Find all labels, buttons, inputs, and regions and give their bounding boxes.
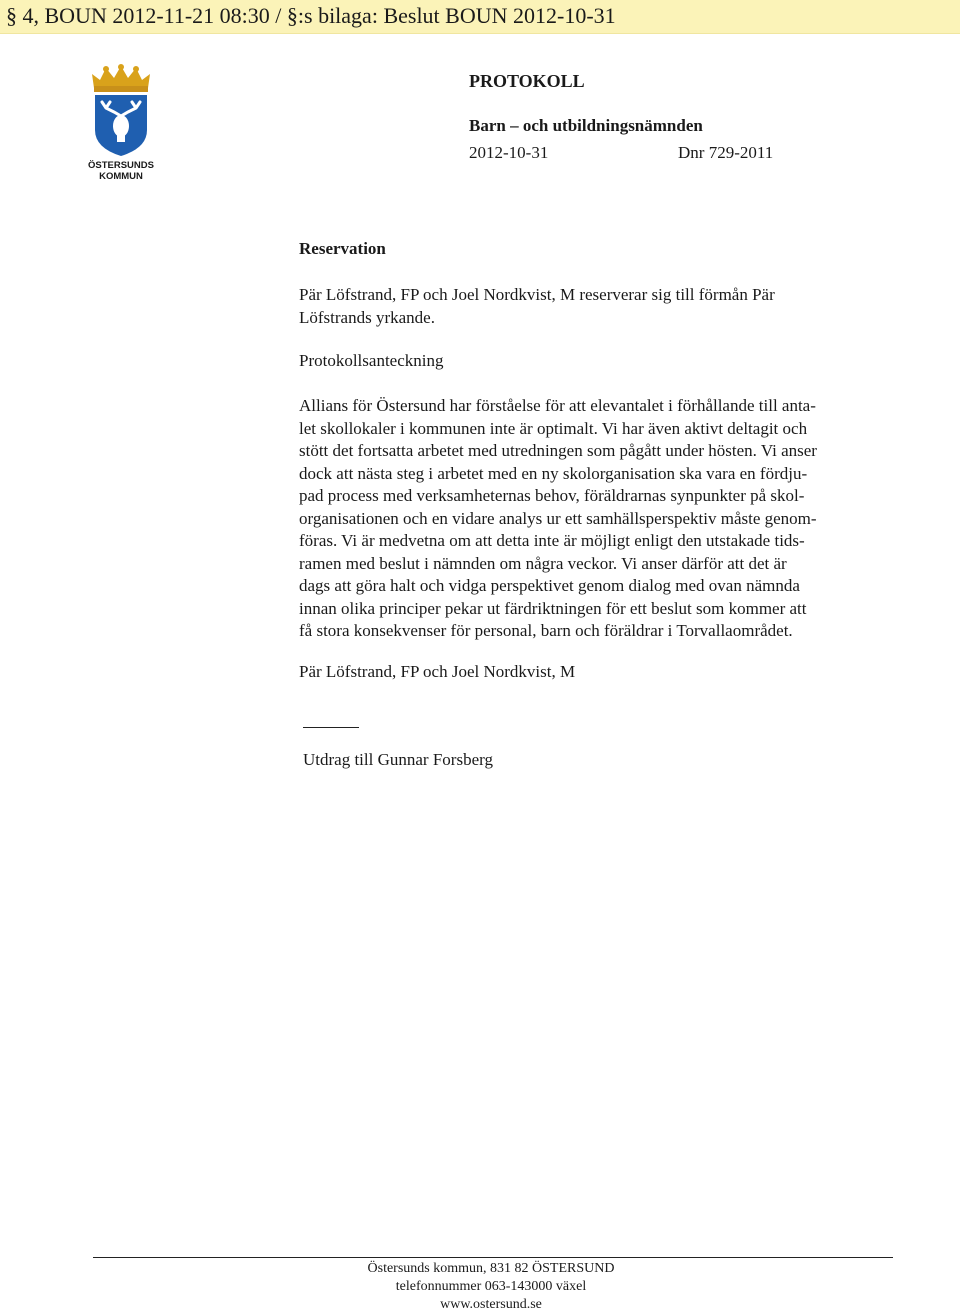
reservation-heading-block — [299, 238, 899, 261]
ostersunds-kommun-logo — [88, 64, 154, 184]
signature-line — [303, 727, 359, 728]
protokollsanteckning-section — [299, 395, 899, 643]
document-title: PROTOKOLL — [469, 71, 585, 91]
footer-phone: telefonnummer 063-143000 växel — [395, 1279, 587, 1294]
footer-address: Östersunds kommun, 831 82 ÖSTERSUND — [367, 1261, 615, 1276]
protokollsanteckning-heading-block — [299, 350, 899, 373]
committee-name: Barn – och utbildningsnämnden — [469, 116, 703, 135]
signature-block — [299, 661, 899, 684]
extract-recipient: Utdrag till Gunnar Forsberg — [303, 750, 493, 769]
footer-divider — [93, 1257, 893, 1258]
reservation-heading: Reservation — [299, 239, 386, 258]
footer-website: www.ostersund.se — [440, 1297, 542, 1312]
protokollsanteckning-heading: Protokollsanteckning — [299, 351, 444, 370]
case-number: Dnr 729-2011 — [678, 143, 774, 162]
footer — [291, 1260, 691, 1314]
crown-icon — [92, 64, 150, 92]
banner-text: § 4, BOUN 2012-11-21 08:30 / §:s bilaga: Beslut BOUN 2012-10-31 — [6, 3, 616, 28]
shield-icon — [95, 95, 147, 156]
meeting-date: 2012-10-31 — [469, 143, 549, 162]
logo-text-line2: KOMMUN — [99, 171, 143, 182]
signature-text: Pär Löfstrand, FP och Joel Nordkvist, M — [299, 662, 576, 681]
protokollsanteckning-text: Allians för Östersund har förståelse för att elevantalet i förhållande till anta- let skollokaler i kommunen inte är optimalt. Vi har även aktivt deltagit och stött det fortsatta arbetet med utredningen som pågått under hösten. Vi anser dock att nästa steg i arbetet med en ny skolorganisation ska vara en fördju- pad process med verksamheternas behov, föräldrarnas synpunkter på skol- organisationen och en vidare analys ur ett samhällsperspektiv måste genom- föras. Vi är medvetna om att detta inte är möjligt enligt den utstakade tids- ramen med beslut i nämnden om några veckor. Vi anser därför att det är dags att göra halt och vidga perspektivet genom dialog med ovan nämnda innan olika principer pekar ut färdriktningen för ett beslut som kommer att få stora konsekvenser för personal, barn och föräldrar i Torvallaområdet. — [299, 396, 817, 640]
reservation-section — [299, 284, 899, 329]
document-banner — [0, 0, 960, 34]
reservation-text: Pär Löfstrand, FP och Joel Nordkvist, M reserverar sig till förmån Pär Löfstrands yrkande. — [299, 285, 775, 327]
logo-text-line1: ÖSTERSUNDS — [88, 160, 154, 171]
